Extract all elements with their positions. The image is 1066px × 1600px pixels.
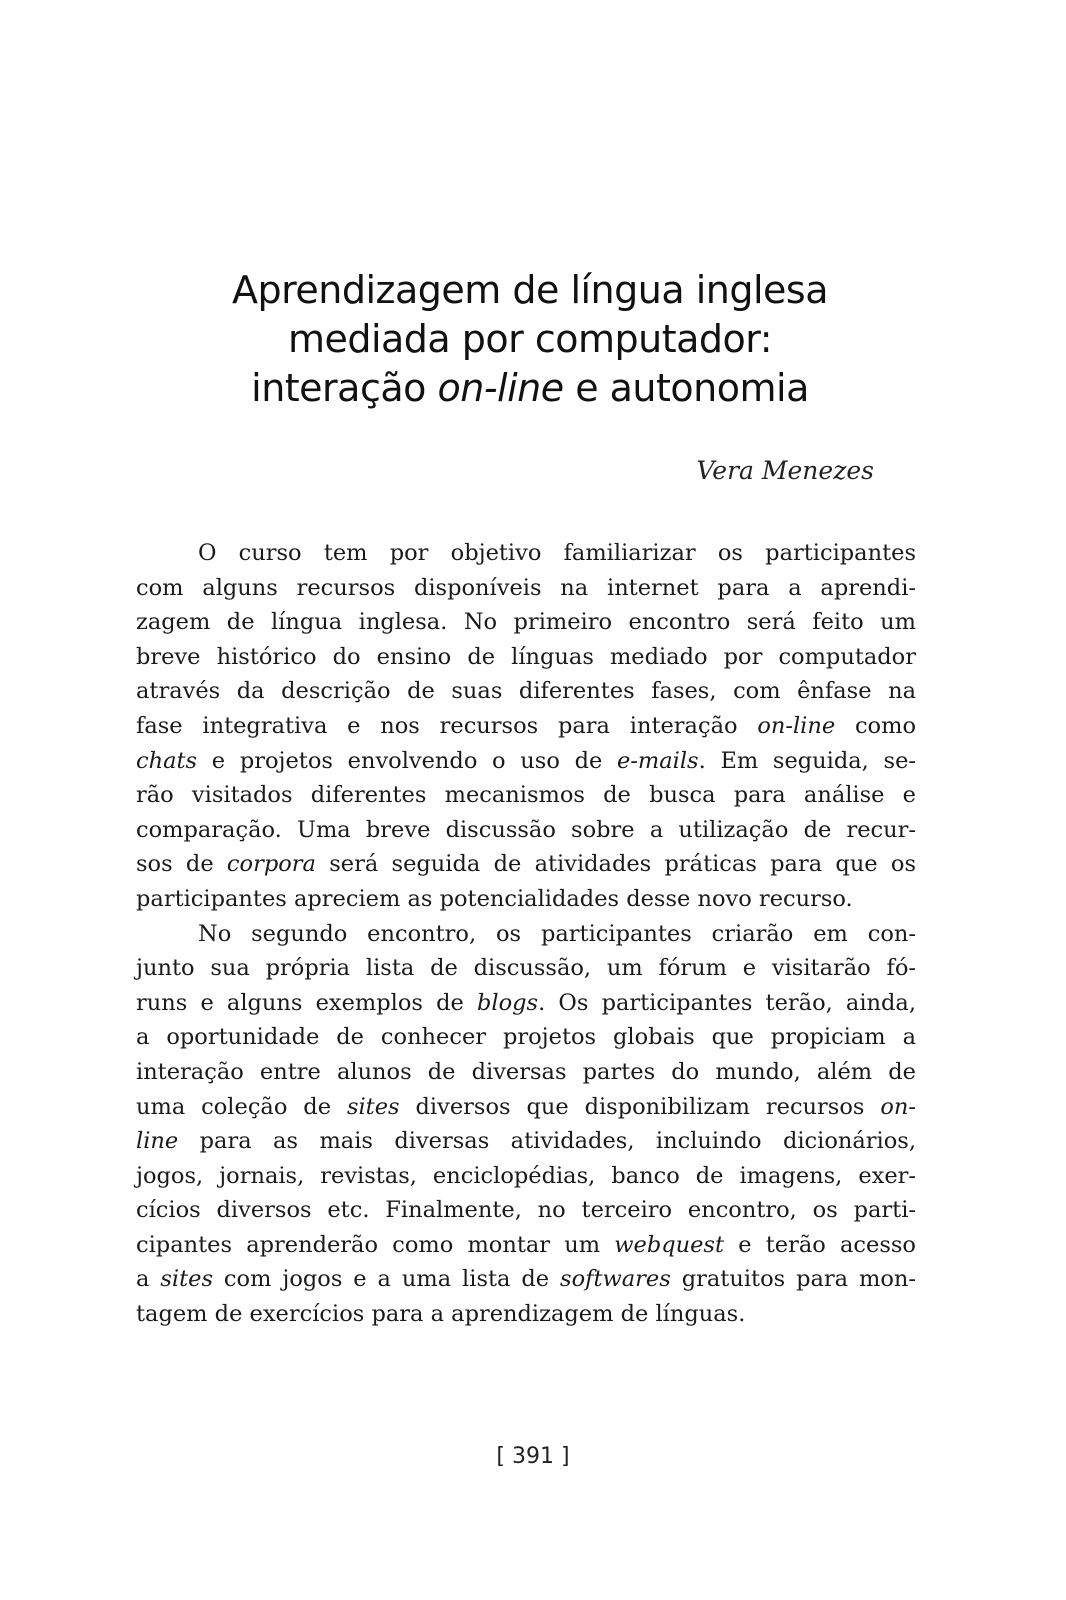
body-line: line para as mais diversas atividades, incluindo dicionários, [136,1128,916,1155]
body-line: sos de corpora será seguida de atividades práticas para que os [136,851,916,878]
body-line: cipantes aprenderão como montar um webquest e terão acesso [136,1231,916,1258]
page-number: [ 391 ] [496,1444,570,1469]
body-line: chats e projetos envolvendo o uso de e-mails. Em seguida, se- [136,747,916,774]
body-line: jogos, jornais, revistas, enciclopédias, banco de imagens, exer- [136,1162,916,1189]
body-line: a oportunidade de conhecer projetos globais que propiciam a [136,1024,916,1051]
author-name: Vera Menezes [696,456,874,485]
body-line: interação entre alunos de diversas partes do mundo, além de [136,1058,916,1085]
body-line: O curso tem por objetivo familiarizar os participantes [198,540,916,566]
body-line: comparação. Uma breve discussão sobre a utilização de recur- [136,816,916,843]
title-emphasis: on-line [437,366,564,410]
body-line: com alguns recursos disponíveis na internet para a aprendi- [136,574,916,601]
body-line: participantes apreciem as potencialidades desse novo recurso. [136,885,853,912]
title-line-3: interação on-line e autonomia [251,366,809,410]
body-line: uma coleção de sites diversos que disponibilizam recursos on- [136,1093,916,1120]
body-line: cícios diversos etc. Finalmente, no terceiro encontro, os parti- [136,1197,916,1224]
body-line: No segundo encontro, os participantes criarão em con- [198,920,916,947]
body-line: runs e alguns exemplos de blogs. Os participantes terão, ainda, [136,989,916,1016]
title-line-1: Aprendizagem de língua inglesa [231,268,828,312]
chapter-title [140,266,920,413]
body-text [136,536,916,1332]
body-line: fase integrativa e nos recursos para interação on-line como [136,712,916,739]
body-line: zagem de língua inglesa. No primeiro encontro será feito um [136,609,916,636]
body-line: a sites com jogos e a uma lista de softwares gratuitos para mon- [136,1266,916,1293]
body-line: junto sua própria lista de discussão, um fórum e visitarão fó- [136,955,916,982]
body-line: tagem de exercícios para a aprendizagem de línguas. [136,1301,746,1328]
body-line: breve histórico do ensino de línguas mediado por computador [136,643,916,670]
title-line-2: mediada por computador: [287,317,773,361]
body-line: através da descrição de suas diferentes fases, com ênfase na [136,678,916,705]
body-line: rão visitados diferentes mecanismos de busca para análise e [136,782,916,809]
